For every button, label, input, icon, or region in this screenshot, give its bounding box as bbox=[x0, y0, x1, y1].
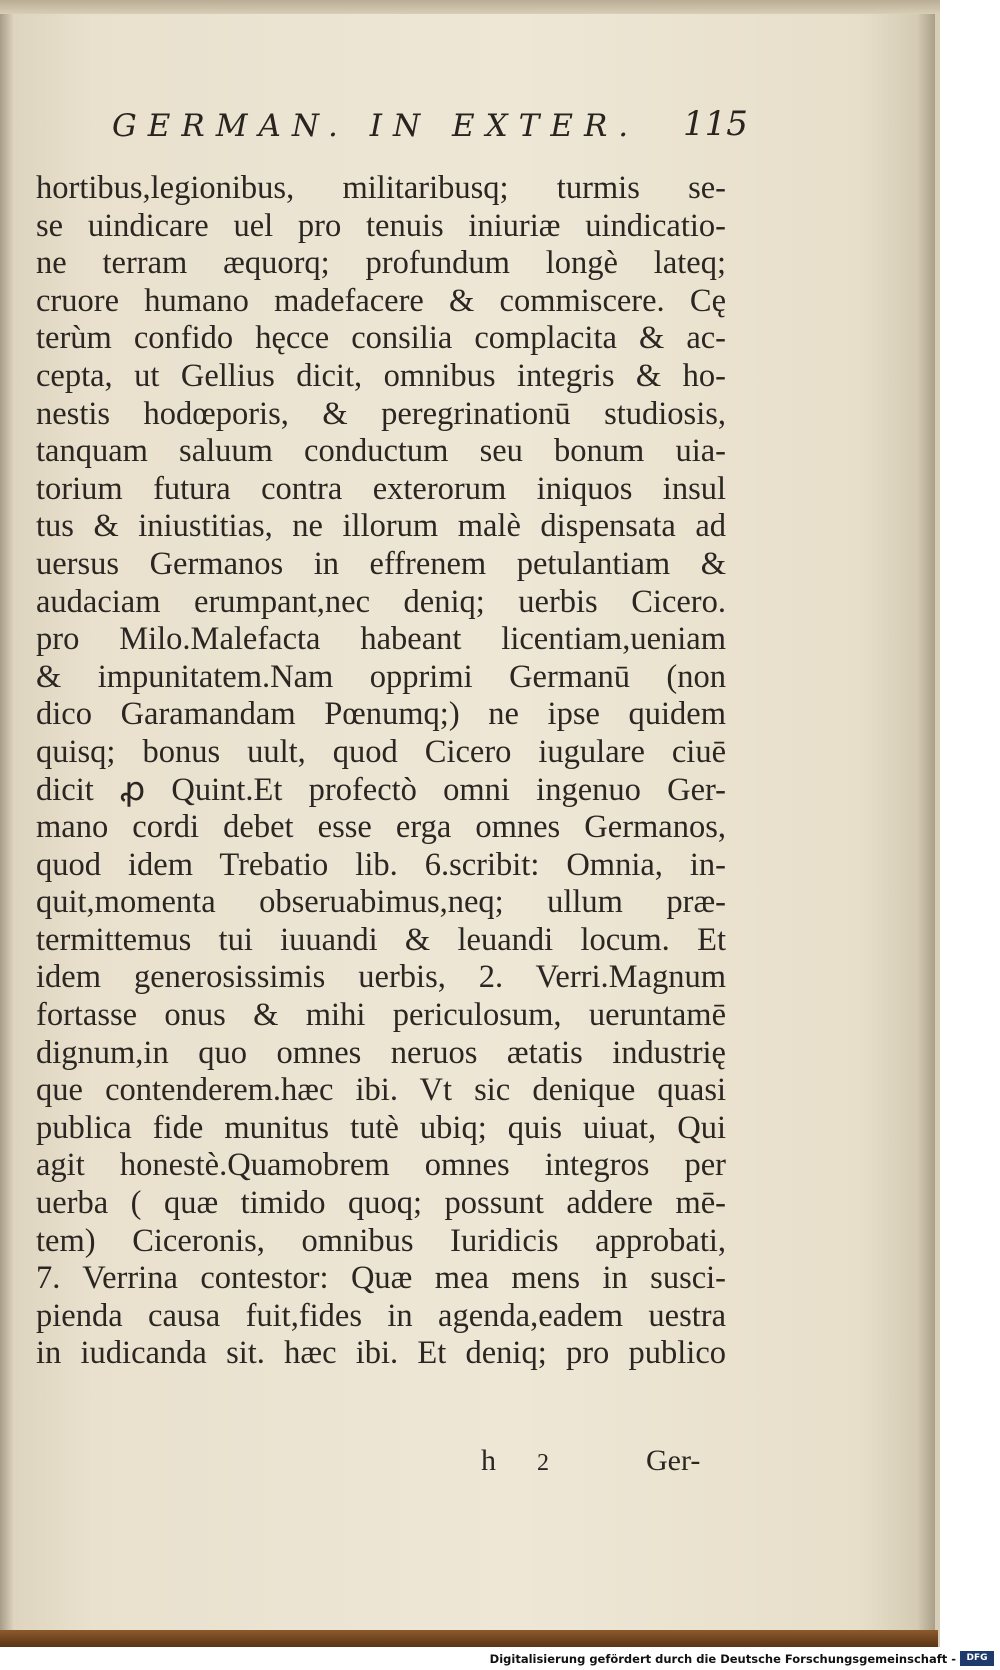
text-line: terùm confido hęcce consilia complacita & ac- bbox=[36, 320, 726, 357]
catchword: Ger- bbox=[646, 1444, 701, 1477]
text-line: uersus Germanos in effrenem petulantiam & bbox=[36, 545, 726, 582]
text-line: hortibus,legionibus, militaribusq; turmis se- bbox=[36, 170, 726, 206]
text-line: tem) Ciceronis, omnibus Iuridicis approbati, bbox=[36, 1222, 726, 1259]
text-line: quit,momenta obseruabimus,neq; ullum præ- bbox=[36, 884, 726, 921]
text-line: que contenderem.hæc ibi. Vt sic denique quasi bbox=[36, 1072, 726, 1109]
text-line: pienda causa fuit,fides in agenda,eadem uestra bbox=[36, 1297, 726, 1334]
text-line: tus & iniustitias, ne illorum malè dispensata ad bbox=[36, 508, 726, 545]
text-line: pro Milo.Malefacta habeant licentiam,ueniam bbox=[36, 621, 726, 658]
running-head: GERMAN. IN EXTER. bbox=[112, 108, 640, 144]
text-line: fortasse onus & mihi periculosum, ueruntamē bbox=[36, 997, 726, 1034]
text-line: ne terram æquorq; profundum longè lateq; bbox=[36, 245, 726, 282]
text-line: dicit ꝓ Quint.Et profectò omni ingenuo Ger- bbox=[36, 771, 726, 808]
dfg-logo: DFG bbox=[960, 1651, 994, 1666]
text-line: agit honestè.Quamobrem omnes integros per bbox=[36, 1147, 726, 1184]
text-line: dignum,in quo omnes neruos ætatis industrię bbox=[36, 1034, 726, 1071]
text-line: mano cordi debet esse erga omnes Germanos, bbox=[36, 809, 726, 846]
text-line: idem generosissimis uerbis, 2. Verri.Magnum bbox=[36, 959, 726, 996]
signature-number: 2 bbox=[537, 1450, 549, 1476]
text-line: dico Garamandam Pœnumq;) ne ipse quidem bbox=[36, 696, 726, 733]
text-line: nestis hodœporis, & peregrinationū studiosis, bbox=[36, 395, 726, 432]
text-line: audaciam erumpant,nec deniq; uerbis Cicero. bbox=[36, 583, 726, 620]
text-line: 7. Verrina contestor: Quæ mea mens in susci- bbox=[36, 1260, 726, 1297]
text-line: tanquam saluum conductum seu bonum uia- bbox=[36, 433, 726, 470]
text-line: & impunitatem.Nam opprimi Germanū (non bbox=[36, 658, 726, 695]
text-line: cruore humano madefacere & commiscere. Cę bbox=[36, 282, 726, 319]
text-line: quod idem Trebatio lib. 6.scribit: Omnia, in- bbox=[36, 846, 726, 883]
text-line: uerba ( quæ timido quoq; possunt addere mē- bbox=[36, 1185, 726, 1222]
text-line: in iudicanda sit. hæc ibi. Et deniq; pro publico bbox=[36, 1335, 726, 1372]
page-number: 115 bbox=[683, 104, 748, 144]
text-line: quisq; bonus uult, quod Cicero iugulare ciuē bbox=[36, 733, 726, 770]
text-line: termittemus tui iuuandi & leuandi locum. Et bbox=[36, 921, 726, 958]
text-line: torium futura contra exterorum iniquos insul bbox=[36, 470, 726, 507]
funding-credit: Digitalisierung gefördert durch die Deutsche Forschungsgemeinschaft - bbox=[489, 1652, 956, 1666]
text-line: cepta, ut Gellius dicit, omnibus integris & ho- bbox=[36, 357, 726, 394]
signature-mark: h bbox=[481, 1444, 496, 1477]
book-cover-edge bbox=[0, 1630, 938, 1647]
text-line: publica fide munitus tutè ubiq; quis uiuat, Qui bbox=[36, 1109, 726, 1146]
body-text bbox=[36, 170, 726, 1373]
footer-bar bbox=[0, 1647, 1000, 1670]
page-gutter-shadow bbox=[0, 14, 14, 1634]
text-line: se uindicare uel pro tenuis iniuriæ uindicatio- bbox=[36, 207, 726, 244]
page-edge-shadow bbox=[917, 14, 935, 1634]
scan-top-edge bbox=[0, 0, 940, 14]
